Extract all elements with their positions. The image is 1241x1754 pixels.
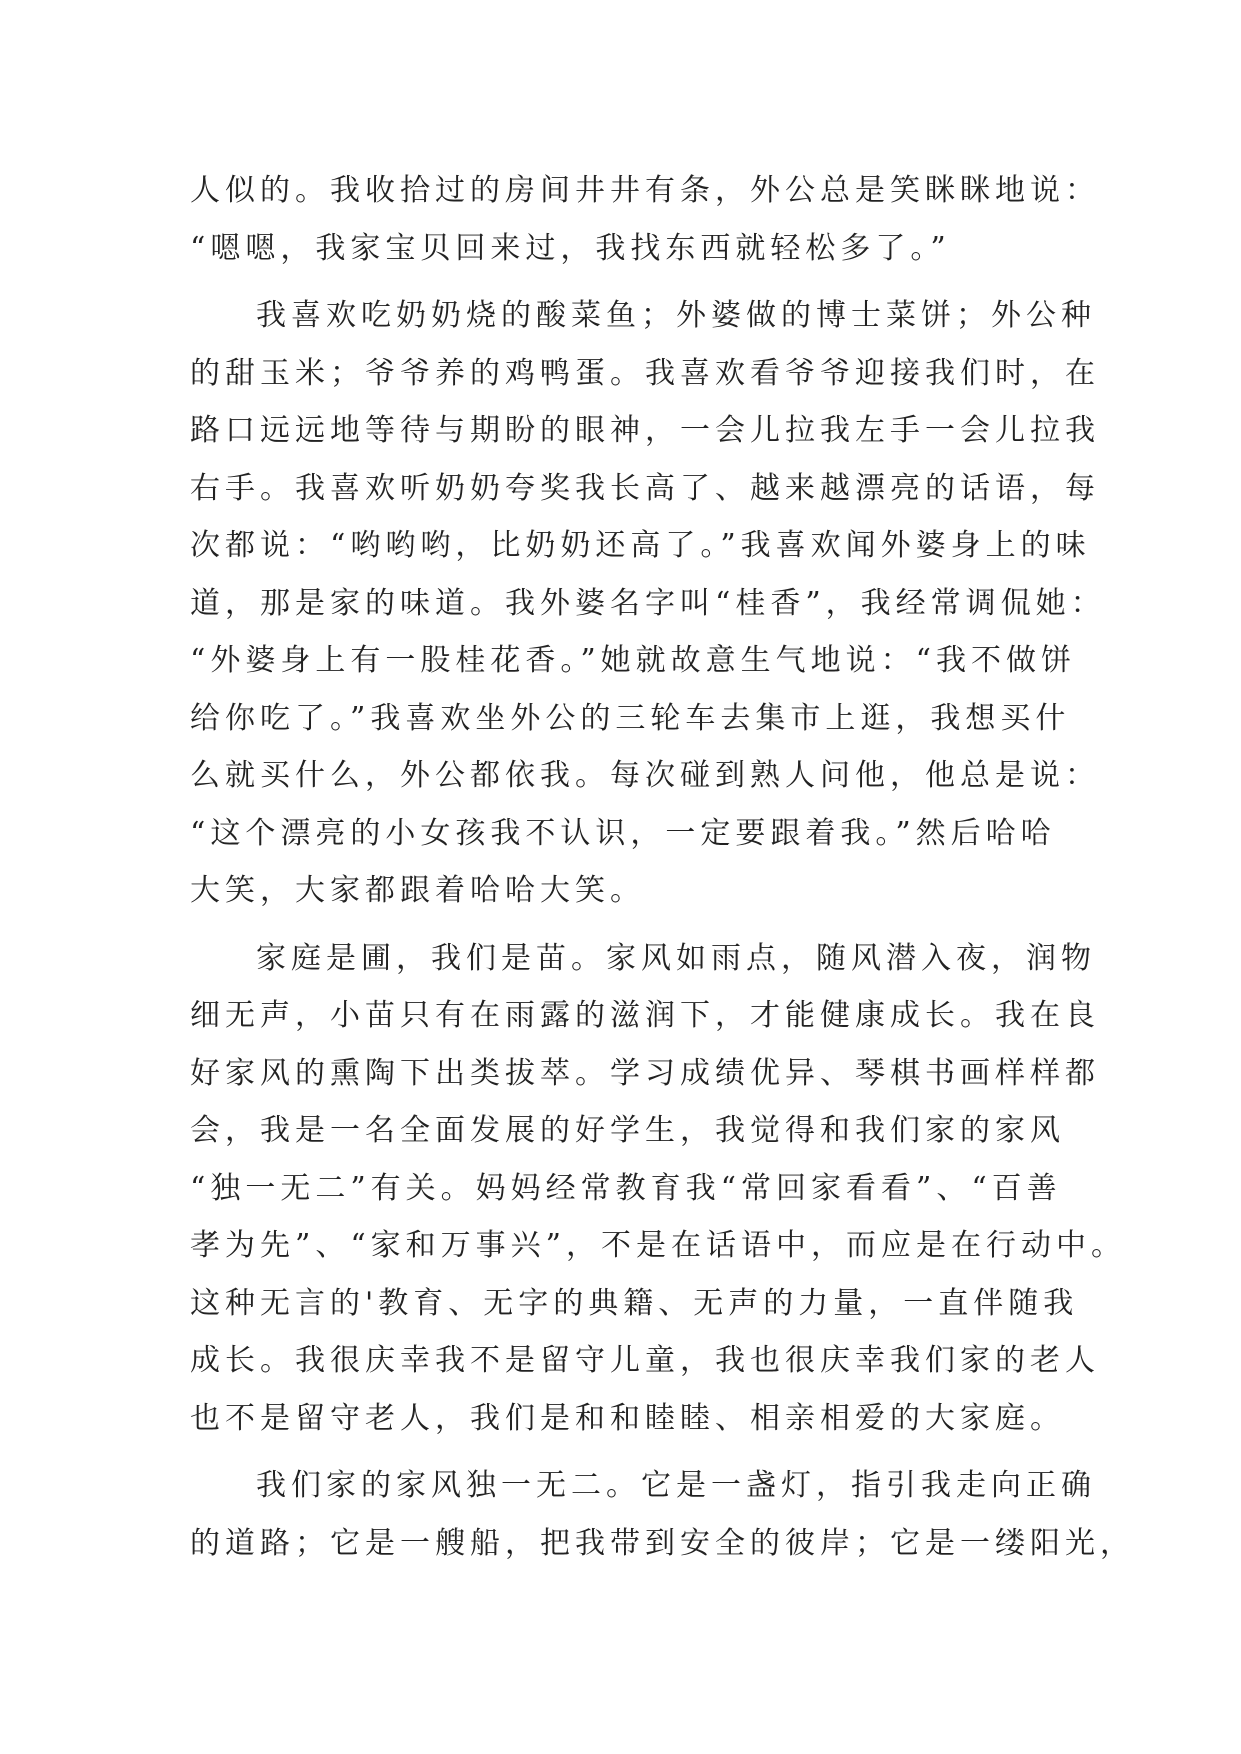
text-line: 人似的。我收拾过的房间井井有条，外公总是笑眯眯地说： [190, 173, 1100, 208]
text-line: 也不是留守老人，我们是和和睦睦、相亲相爱的大家庭。 [190, 1400, 1065, 1436]
text-line: 家庭是圃，我们是苗。家风如雨点，随风潜入夜，润物 [256, 940, 1096, 976]
text-line: 好家风的熏陶下出类拔萃。学习成绩优异、琴棋书画样样都 [190, 1055, 1100, 1091]
text-line: “嗯嗯，我家宝贝回来过，我找东西就轻松多了。” [190, 230, 951, 266]
text-line: 次都说：“哟哟哟，比奶奶还高了。”我喜欢闻外婆身上的味 [190, 528, 1091, 563]
text-line: “独一无二”有关。妈妈经常教育我“常回家看看”、“百善 [190, 1170, 1062, 1206]
text-line: 大笑，大家都跟着哈哈大笑。 [190, 873, 645, 908]
text-line: “外婆身上有一股桂花香。”她就故意生气地说：“我不做饼 [190, 643, 1077, 678]
text-line: 右手。我喜欢听奶奶夸奖我长高了、越来越漂亮的话语，每 [190, 470, 1100, 506]
text-line: 会，我是一名全面发展的好学生，我觉得和我们家的家风 [190, 1113, 1065, 1148]
document-body [190, 162, 1135, 1572]
text-line: 成长。我很庆幸我不是留守儿童，我也很庆幸我们家的老人 [190, 1343, 1100, 1378]
text-line: 道，那是家的味道。我外婆名字叫“桂香”，我经常调侃她： [190, 585, 1106, 621]
text-line: 给你吃了。”我喜欢坐外公的三轮车去集市上逛，我想买什 [190, 700, 1071, 736]
text-line: 这种无言的'教育、无字的典籍、无声的力量，一直伴随我 [190, 1285, 1079, 1321]
paragraph-4 [190, 1457, 1135, 1572]
text-line: 么就买什么，外公都依我。每次碰到熟人问他，他总是说： [190, 758, 1100, 793]
text-line: 的甜玉米；爷爷养的鸡鸭蛋。我喜欢看爷爷迎接我们时，在 [190, 355, 1100, 391]
text-line: 细无声，小苗只有在雨露的滋润下，才能健康成长。我在良 [190, 998, 1100, 1033]
paragraph-2 [190, 287, 1106, 920]
text-line: 的道路；它是一艘船，把我带到安全的彼岸；它是一缕阳光， [190, 1525, 1135, 1561]
paragraph-3 [190, 930, 1127, 1448]
text-line: 路口远远地等待与期盼的眼神，一会儿拉我左手一会儿拉我 [190, 413, 1100, 448]
paragraph-1 [190, 162, 1100, 277]
text-line: 我们家的家风独一无二。它是一盏灯，指引我走向正确 [256, 1468, 1096, 1503]
text-line: “这个漂亮的小女孩我不认识，一定要跟着我。”然后哈哈 [190, 815, 1056, 851]
text-line: 孝为先”、“家和万事兴”，不是在话语中，而应是在行动中。 [190, 1228, 1127, 1263]
text-line: 我喜欢吃奶奶烧的酸菜鱼；外婆做的博士菜饼；外公种 [256, 298, 1096, 333]
